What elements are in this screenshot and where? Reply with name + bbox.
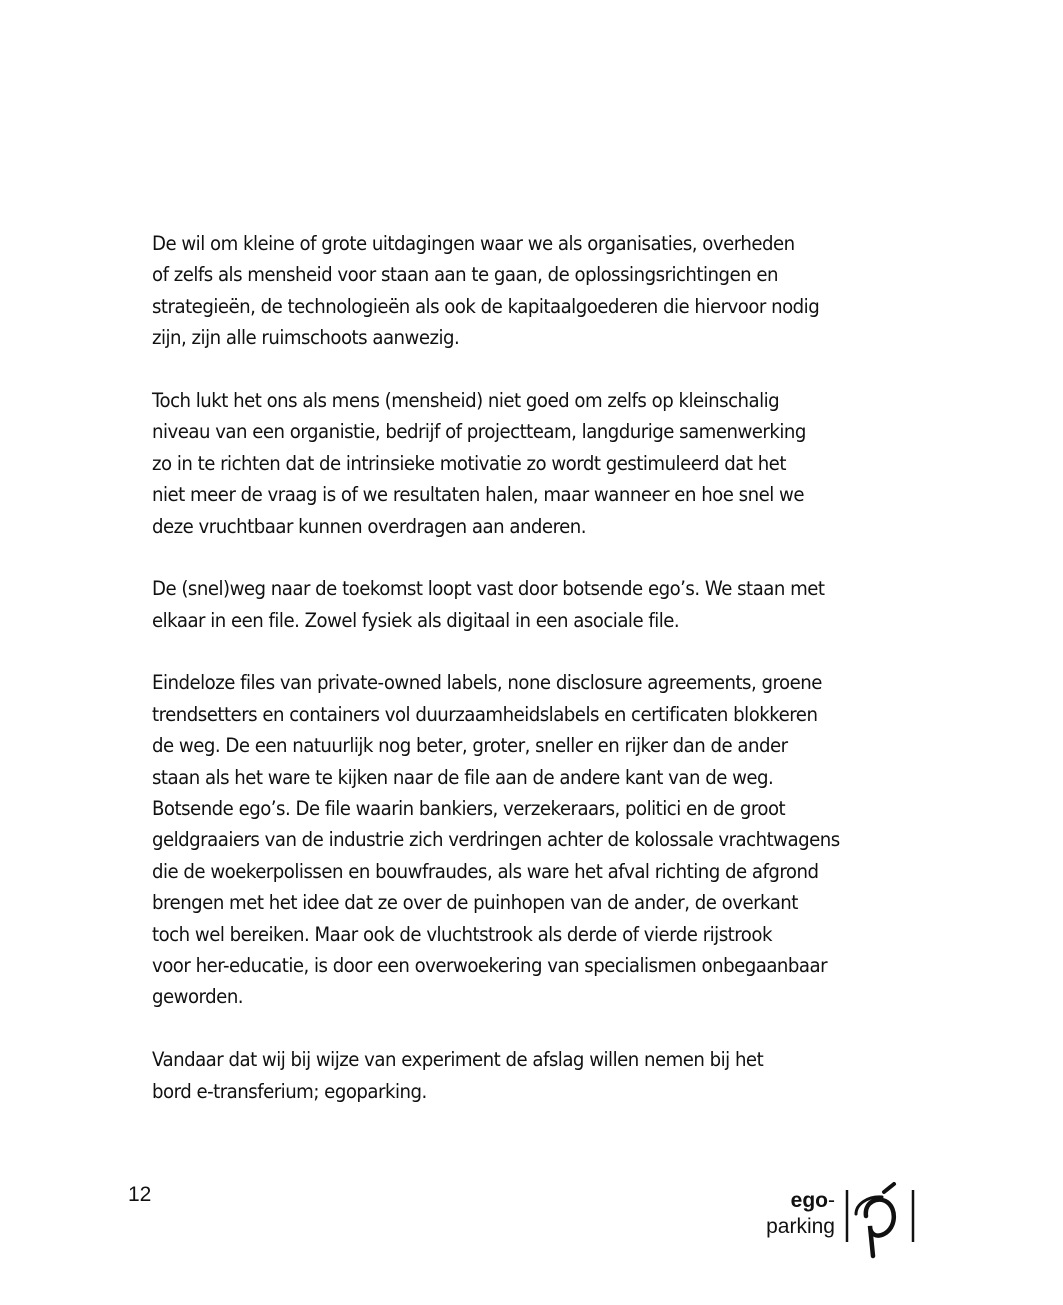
text-line: zo in te richten dat de intrinsieke motivatie zo wordt gestimuleerd dat het (152, 451, 786, 475)
logo-phi-stroke (866, 1200, 894, 1256)
text-line: De wil om kleine of grote uitdagingen waar we als organisaties, overheden (152, 232, 795, 255)
text-line: Eindeloze files van private-owned labels, none disclosure agreements, groene (152, 671, 822, 695)
logo-accent (884, 1184, 894, 1192)
logo-dash: - (828, 1189, 835, 1212)
text-line: toch wel bereiken. Maar ook de vluchtstrook als derde of vierde rijstrook (152, 922, 772, 946)
text-line: geldgraaiers van de industrie zich verdringen achter de kolossale vrachtwagens (152, 828, 840, 852)
text-line: niveau van een organistie, bedrijf of projectteam, langdurige samenwerking (152, 420, 806, 444)
text-line: deze vruchtbaar kunnen overdragen aan anderen. (152, 514, 587, 538)
phi-logo-icon (842, 1182, 918, 1262)
text-line: niet meer de vraag is of we resultaten halen, maar wanneer en hoe snel we (152, 483, 804, 507)
logo-wordmark (766, 1188, 835, 1240)
text-line: voor her-educatie, is door een overwoekering van specialismen onbegaanbaar (152, 953, 828, 977)
text-line: of zelfs als mensheid voor staan aan te gaan, de oplossingsrichtingen en (152, 263, 779, 287)
text-line: De (snel)weg naar de toekomst loopt vast door botsende ego’s. We staan met (152, 577, 825, 601)
text-line: zijn, zijn alle ruimschoots aanwezig. (152, 326, 460, 350)
text-line: Vandaar dat wij bij wijze van experiment de afslag willen nemen bij het (152, 1048, 764, 1072)
paragraph (152, 573, 877, 636)
page-number: 12 (128, 1183, 152, 1206)
text-line: de weg. De een natuurlijk nog beter, groter, sneller en rijker dan de ander (152, 734, 788, 758)
paragraph (152, 385, 877, 542)
body-text (152, 228, 877, 1138)
logo-ego-text: ego (790, 1189, 828, 1212)
paragraph (152, 228, 877, 354)
text-line: Botsende ego’s. De file waarin bankiers, verzekeraars, politici en de groot (152, 797, 786, 821)
text-line: bord e-transferium; egoparking. (152, 1079, 427, 1103)
text-line: Toch lukt het ons als mens (mensheid) niet goed om zelfs op kleinschalig (152, 388, 780, 412)
text-line: staan als het ware te kijken naar de file aan de andere kant van de weg. (152, 765, 774, 789)
text-line: trendsetters en containers vol duurzaamheidslabels en certificaten blokkeren (152, 702, 818, 726)
logo-word-parking: parking (766, 1215, 835, 1238)
logo-word-ego (766, 1188, 835, 1214)
paragraph (152, 1044, 877, 1107)
text-line: strategieën, de technologieën als ook de kapitaalgoederen die hiervoor nodig (152, 294, 820, 318)
text-line: brengen met het idee dat ze over de puinhopen van de ander, de overkant (152, 891, 798, 915)
text-line: elkaar in een file. Zowel fysiek als digitaal in een asociale file. (152, 608, 680, 632)
text-line: geworden. (152, 985, 244, 1009)
text-line: die de woekerpolissen en bouwfraudes, als ware het afval richting de afgrond (152, 859, 819, 883)
paragraph (152, 667, 877, 1012)
